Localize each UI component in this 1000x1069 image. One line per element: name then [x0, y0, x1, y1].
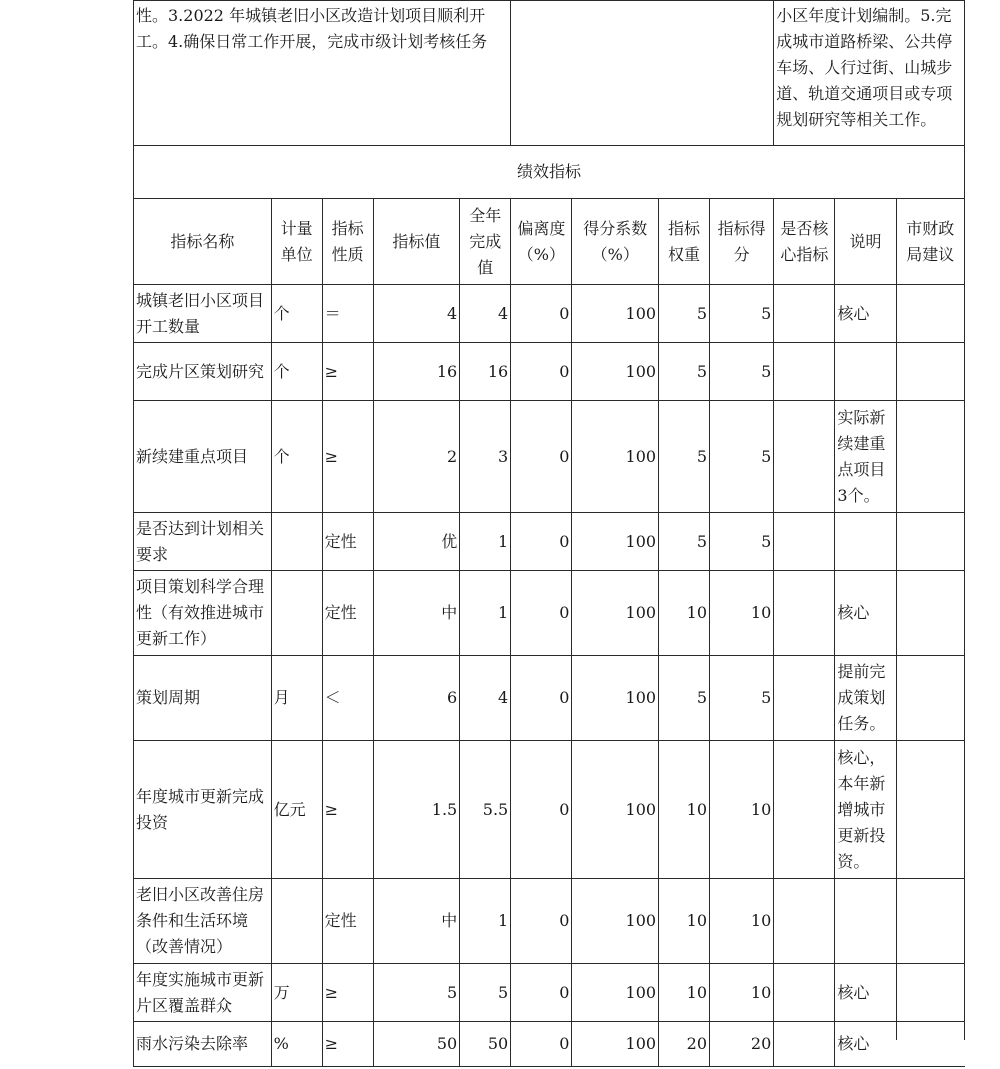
deviation-cell: 0 — [511, 879, 572, 964]
coefficient-cell: 100 — [572, 343, 659, 401]
top-middle-cell — [511, 1, 774, 146]
table-row — [134, 571, 965, 656]
unit-cell: 亿元 — [271, 741, 322, 879]
indicator-name-cell: 完成片区策划研究 — [134, 343, 272, 401]
score-cell: 5 — [710, 401, 774, 513]
coefficient-cell: 100 — [572, 656, 659, 741]
note-cell: 核心 — [835, 285, 896, 343]
header-cell: 指标权重 — [659, 199, 710, 285]
advice-cell — [896, 285, 964, 343]
core-flag-cell — [774, 1022, 835, 1067]
unit-cell: 个 — [271, 401, 322, 513]
nature-cell: ≥ — [322, 401, 373, 513]
header-cell: 计量单位 — [271, 199, 322, 285]
indicator-name-cell: 新续建重点项目 — [134, 401, 272, 513]
weight-cell: 20 — [659, 1022, 710, 1067]
header-cell: 市财政局建议 — [896, 199, 964, 285]
weight-cell: 5 — [659, 343, 710, 401]
nature-cell: ＝ — [322, 285, 373, 343]
unit-cell — [271, 879, 322, 964]
actual-value-cell: 5.5 — [460, 741, 511, 879]
weight-cell: 10 — [659, 741, 710, 879]
weight-cell: 10 — [659, 571, 710, 656]
nature-cell: 定性 — [322, 571, 373, 656]
table-row — [134, 1022, 965, 1067]
actual-value-cell: 3 — [460, 401, 511, 513]
score-cell: 20 — [710, 1022, 774, 1067]
target-value-cell: 中 — [373, 571, 460, 656]
target-value-cell: 50 — [373, 1022, 460, 1067]
actual-value-cell: 4 — [460, 285, 511, 343]
indicator-name-cell: 雨水污染去除率 — [134, 1022, 272, 1067]
indicator-name-cell: 年度城市更新完成投资 — [134, 741, 272, 879]
deviation-cell: 0 — [511, 741, 572, 879]
indicator-name-cell: 年度实施城市更新片区覆盖群众 — [134, 964, 272, 1022]
target-value-cell: 5 — [373, 964, 460, 1022]
unit-cell: % — [271, 1022, 322, 1067]
actual-value-cell: 1 — [460, 571, 511, 656]
coefficient-cell: 100 — [572, 1022, 659, 1067]
indicator-name-cell: 策划周期 — [134, 656, 272, 741]
note-cell — [835, 513, 896, 571]
table-row — [134, 343, 965, 401]
note-cell: 核心 — [835, 571, 896, 656]
table-row — [134, 285, 965, 343]
core-flag-cell — [774, 879, 835, 964]
nature-cell: ＜ — [322, 656, 373, 741]
note-cell — [835, 879, 896, 964]
section-title: 绩效指标 — [134, 146, 965, 199]
indicator-name-cell: 老旧小区改善住房条件和生活环境（改善情况） — [134, 879, 272, 964]
deviation-cell: 0 — [511, 401, 572, 513]
actual-value-cell: 16 — [460, 343, 511, 401]
table-row — [134, 964, 965, 1022]
advice-cell — [896, 571, 964, 656]
unit-cell — [271, 513, 322, 571]
score-cell: 10 — [710, 571, 774, 656]
table-row — [134, 656, 965, 741]
score-cell: 10 — [710, 741, 774, 879]
note-cell: 实际新续建重点项目3个。 — [835, 401, 896, 513]
target-value-cell: 中 — [373, 879, 460, 964]
nature-cell: ≥ — [322, 741, 373, 879]
score-cell: 10 — [710, 964, 774, 1022]
core-flag-cell — [774, 571, 835, 656]
actual-value-cell: 1 — [460, 879, 511, 964]
weight-cell: 10 — [659, 964, 710, 1022]
score-cell: 5 — [710, 513, 774, 571]
unit-cell: 月 — [271, 656, 322, 741]
nature-cell: ≥ — [322, 964, 373, 1022]
advice-cell — [896, 964, 964, 1022]
deviation-cell: 0 — [511, 513, 572, 571]
deviation-cell: 0 — [511, 285, 572, 343]
weight-cell: 5 — [659, 656, 710, 741]
top-left-cell: 性。3.2022 年城镇老旧小区改造计划项目顺利开工。4.确保日常工作开展，完成市级计划考核任务 — [134, 1, 511, 146]
indicator-name-cell: 是否达到计划相关要求 — [134, 513, 272, 571]
weight-cell: 5 — [659, 513, 710, 571]
header-cell: 指标得分 — [710, 199, 774, 285]
header-cell: 指标名称 — [134, 199, 272, 285]
note-cell: 核心 — [835, 1022, 896, 1067]
indicator-name-cell: 城镇老旧小区项目开工数量 — [134, 285, 272, 343]
actual-value-cell: 50 — [460, 1022, 511, 1067]
unit-cell: 个 — [271, 285, 322, 343]
score-cell: 5 — [710, 656, 774, 741]
advice-cell — [896, 879, 964, 964]
top-right-cell: 小区年度计划编制。5.完成城市道路桥梁、公共停车场、人行过街、山城步道、轨道交通项目或专项规划研究等相关工作。 — [774, 1, 965, 146]
weight-cell: 5 — [659, 401, 710, 513]
note-cell: 核心 — [835, 964, 896, 1022]
core-flag-cell — [774, 513, 835, 571]
advice-cell — [896, 656, 964, 741]
core-flag-cell — [774, 964, 835, 1022]
advice-cell — [896, 741, 964, 879]
deviation-cell: 0 — [511, 656, 572, 741]
target-value-cell: 2 — [373, 401, 460, 513]
header-cell: 得分系数（%） — [572, 199, 659, 285]
coefficient-cell: 100 — [572, 285, 659, 343]
table-row — [134, 879, 965, 964]
deviation-cell: 0 — [511, 343, 572, 401]
core-flag-cell — [774, 285, 835, 343]
actual-value-cell: 5 — [460, 964, 511, 1022]
unit-cell — [271, 571, 322, 656]
core-flag-cell — [774, 401, 835, 513]
coefficient-cell: 100 — [572, 964, 659, 1022]
table-row — [134, 741, 965, 879]
indicator-name-cell: 项目策划科学合理性（有效推进城市更新工作） — [134, 571, 272, 656]
nature-cell: 定性 — [322, 513, 373, 571]
deviation-cell: 0 — [511, 571, 572, 656]
header-cell: 是否核心指标 — [774, 199, 835, 285]
target-value-cell: 6 — [373, 656, 460, 741]
score-cell: 10 — [710, 879, 774, 964]
core-flag-cell — [774, 656, 835, 741]
advice-cell — [896, 343, 964, 401]
table-body — [134, 285, 965, 1067]
header-cell: 指标值 — [373, 199, 460, 285]
nature-cell: ≥ — [322, 1022, 373, 1067]
coefficient-cell: 100 — [572, 513, 659, 571]
coefficient-cell: 100 — [572, 401, 659, 513]
target-value-cell: 16 — [373, 343, 460, 401]
corner-mask — [893, 1040, 975, 1066]
coefficient-cell: 100 — [572, 741, 659, 879]
target-value-cell: 优 — [373, 513, 460, 571]
header-cell: 说明 — [835, 199, 896, 285]
coefficient-cell: 100 — [572, 879, 659, 964]
score-cell: 5 — [710, 285, 774, 343]
note-cell: 提前完成策划任务。 — [835, 656, 896, 741]
core-flag-cell — [774, 343, 835, 401]
core-flag-cell — [774, 741, 835, 879]
note-cell — [835, 343, 896, 401]
table-row — [134, 513, 965, 571]
unit-cell: 万 — [271, 964, 322, 1022]
actual-value-cell: 4 — [460, 656, 511, 741]
score-cell: 5 — [710, 343, 774, 401]
advice-cell — [896, 401, 964, 513]
header-cell: 全年完成值 — [460, 199, 511, 285]
nature-cell: ≥ — [322, 343, 373, 401]
header-cell: 指标性质 — [322, 199, 373, 285]
note-cell: 核心，本年新增城市更新投资。 — [835, 741, 896, 879]
deviation-cell: 0 — [511, 1022, 572, 1067]
unit-cell: 个 — [271, 343, 322, 401]
weight-cell: 10 — [659, 879, 710, 964]
weight-cell: 5 — [659, 285, 710, 343]
advice-cell — [896, 513, 964, 571]
deviation-cell: 0 — [511, 964, 572, 1022]
target-value-cell: 1.5 — [373, 741, 460, 879]
actual-value-cell: 1 — [460, 513, 511, 571]
target-value-cell: 4 — [373, 285, 460, 343]
table-row — [134, 401, 965, 513]
performance-table — [133, 0, 965, 1067]
nature-cell: 定性 — [322, 879, 373, 964]
header-cell: 偏离度（%） — [511, 199, 572, 285]
coefficient-cell: 100 — [572, 571, 659, 656]
